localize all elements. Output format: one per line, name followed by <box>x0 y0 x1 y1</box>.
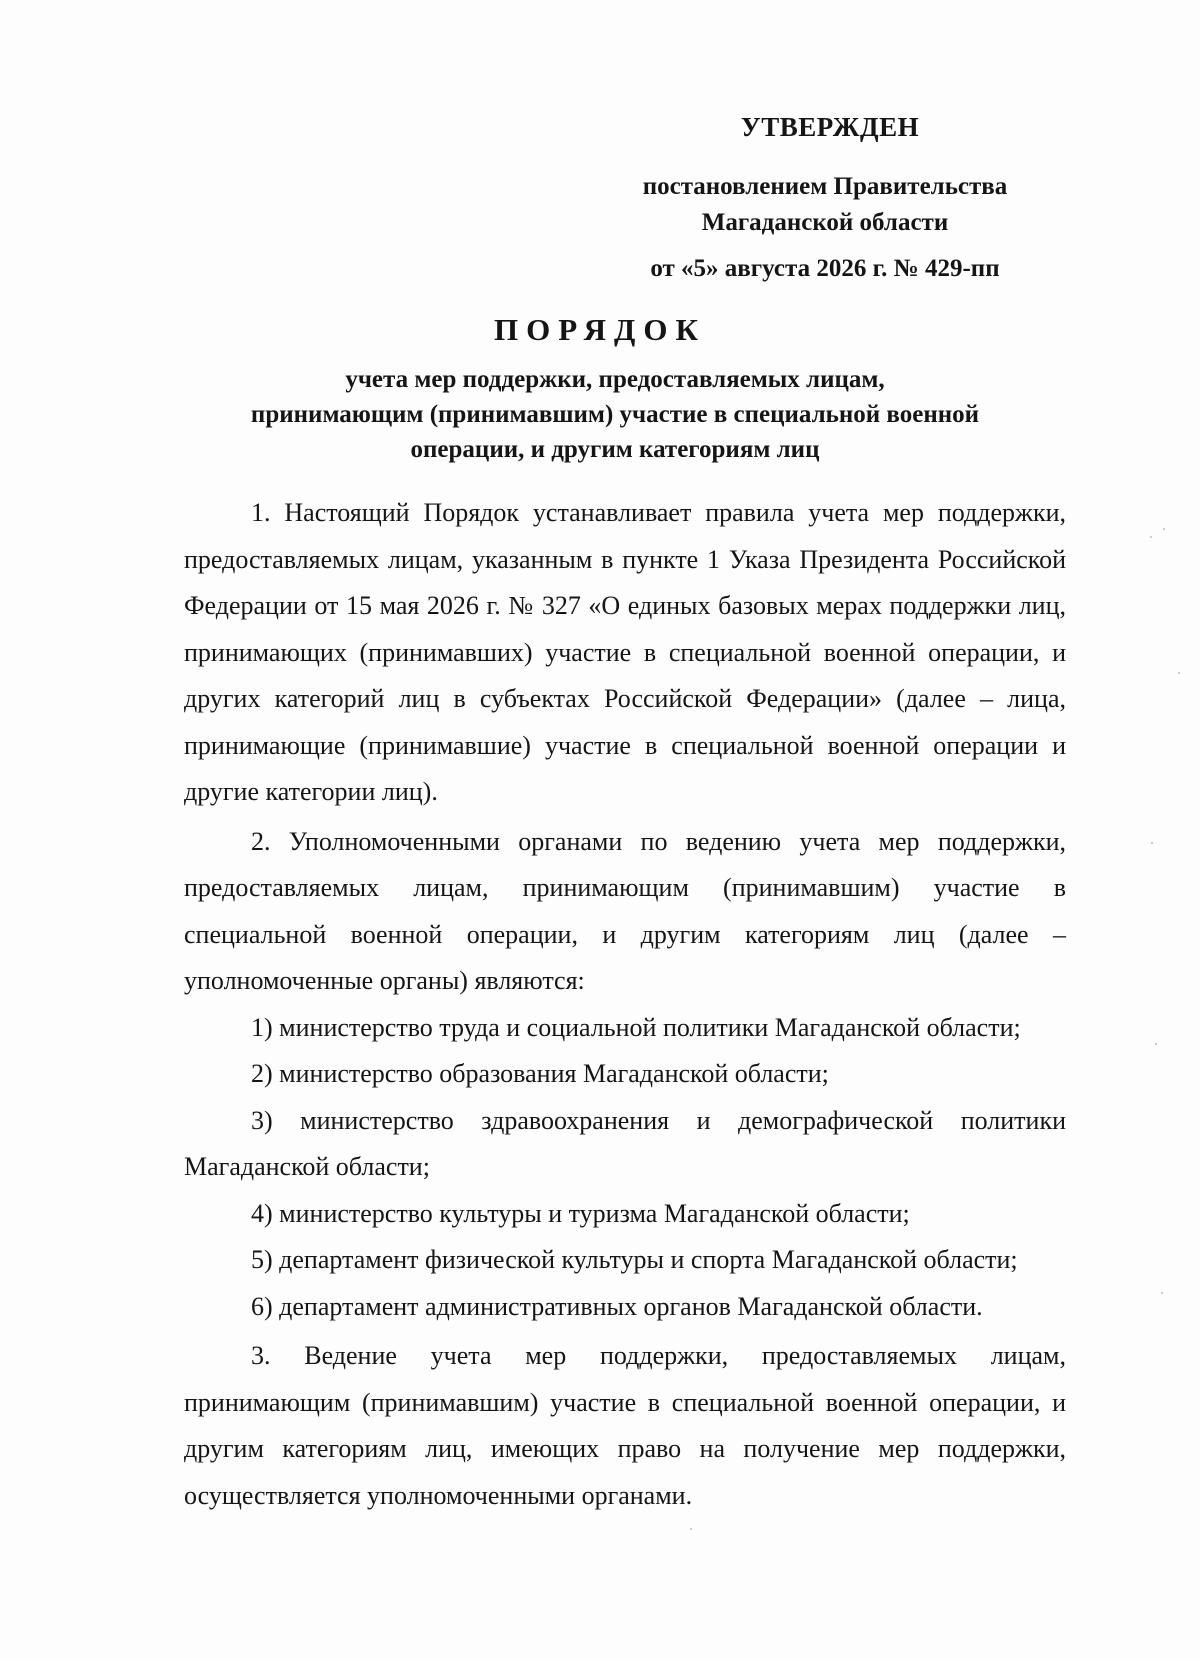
list-item-6: 6) департамент административных органов Магаданской области. <box>251 1291 983 1321</box>
scan-speck <box>1155 1043 1157 1045</box>
list-item-1: 1) министерство труда и социальной политики Магаданской области; <box>251 1012 1021 1042</box>
scan-speck <box>690 1528 692 1530</box>
paragraph-2: 2. Уполномоченными органами по ведению учета мер поддержки, предоставляемых лицам, принимающим (принимавшим) участие в специальной военной операции, и другим категориям лиц (далее – уполномоченные органы) являются: <box>184 826 1066 995</box>
scan-speck <box>1163 528 1165 530</box>
scan-speck <box>1151 842 1153 844</box>
list-item-3: 3) министерство здравоохранения и демографической политики Магаданской области; <box>184 1105 1066 1181</box>
scan-speck <box>1161 1292 1163 1294</box>
document-title: ПОРЯДОК <box>494 312 706 347</box>
subtitle-line-2: принимающим (принимавшим) участие в специальной военной <box>250 401 980 428</box>
list-item-5: 5) департамент физической культуры и спорта Магаданской области; <box>251 1245 1018 1274</box>
approved-heading: УТВЕРЖДЕН <box>740 112 920 142</box>
document-subtitle <box>180 362 1050 467</box>
decree-line-2: Магаданской области <box>701 209 949 236</box>
document-body <box>184 490 1066 1519</box>
paragraph-1: 1. Настоящий Порядок устанавливает правила учета мер поддержки, предоставляемых лицам, указанным в пункте 1 Указа Президента Российской Федерации от 15 мая 2026 г. № 327 «О единых базовых мерах поддержки лиц, принимающих (принимавших) участие в специальной военной операции, и других категорий лиц в субъектах Российской Федерации» (далее – лица, принимающие (принимавшие) участие в специальной военной операции и другие категории лиц). <box>184 498 1066 806</box>
subtitle-line-3: операции, и другим категориям лиц <box>410 436 820 463</box>
approval-stamp-block <box>560 112 1090 283</box>
list-item-2: 2) министерство образования Магаданской области; <box>251 1059 829 1088</box>
scan-speck <box>1178 672 1180 674</box>
list-item-4: 4) министерство культуры и туризма Магаданской области; <box>251 1198 910 1228</box>
scan-speck <box>1150 536 1152 538</box>
decree-date-number: от «5» августа 2026 г. № 429-пп <box>650 255 1000 282</box>
paragraph-3: 3. Ведение учета мер поддержки, предоставляемых лицам, принимающим (принимавшим) участие в специальной военной операции, и другим категориям лиц, имеющих право на получение мер поддержки, осуществляется уполномоченными органами. <box>184 1341 1066 1510</box>
decree-line-1: постановлением Правительства <box>642 173 1008 200</box>
decree-reference <box>560 169 1090 241</box>
subtitle-line-1: учета мер поддержки, предоставляемых лицам, <box>345 366 885 393</box>
